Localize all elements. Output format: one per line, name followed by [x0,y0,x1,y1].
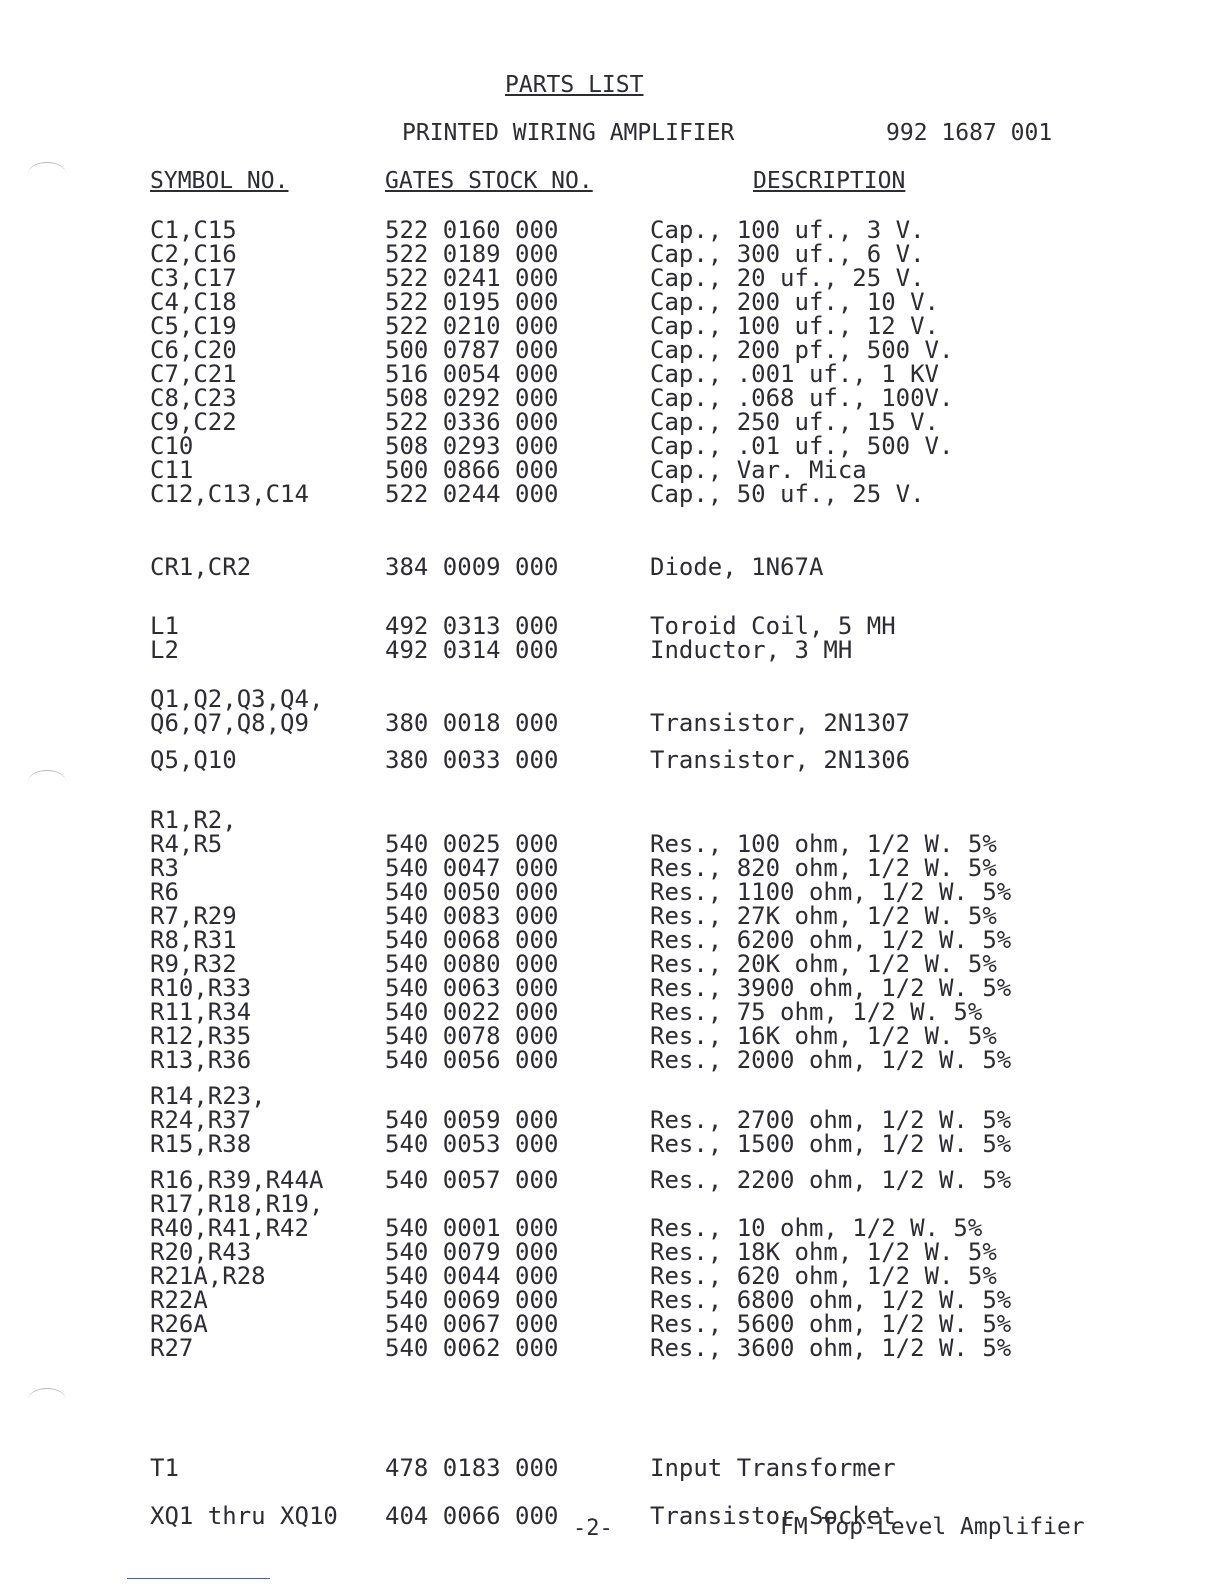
part-symbol: R12,R35 [150,1022,252,1050]
stock-number: 540 0059 000 [385,1106,559,1134]
column-header-description: DESCRIPTION [753,168,906,194]
stock-number: 540 0022 000 [385,998,559,1026]
part-description: Cap., 50 uf., 25 V. [650,480,925,508]
stock-number: 540 0068 000 [385,926,559,954]
part-description: Res., 6200 ohm, 1/2 W. 5% [650,926,1012,954]
stock-number: 508 0292 000 [385,384,559,412]
part-symbol: R4,R5 [150,830,223,858]
part-description: Res., 6800 ohm, 1/2 W. 5% [650,1286,1012,1314]
stock-number: 500 0787 000 [385,336,559,364]
part-description: Res., 1100 ohm, 1/2 W. 5% [650,878,1012,906]
part-symbol: C7,C21 [150,360,237,388]
part-symbol: Q5,Q10 [150,746,237,774]
part-symbol: R3 [150,854,179,882]
part-symbol: Q1,Q2,Q3,Q4, [150,685,324,713]
stock-number: 540 0083 000 [385,902,559,930]
stock-number: 540 0067 000 [385,1310,559,1338]
stock-number: 540 0069 000 [385,1286,559,1314]
stock-number: 492 0313 000 [385,612,559,640]
stock-number: 478 0183 000 [385,1454,559,1482]
part-description: Transistor, 2N1307 [650,709,911,737]
stock-number: 522 0160 000 [385,216,559,244]
part-symbol: C10 [150,432,194,460]
part-symbol: Q6,Q7,Q8,Q9 [150,709,309,737]
part-description: Res., 20K ohm, 1/2 W. 5% [650,950,997,978]
part-symbol: R27 [150,1334,194,1362]
stock-number: 540 0001 000 [385,1214,559,1242]
bottom-rule [127,1578,270,1579]
part-symbol: R14,R23, [150,1082,266,1110]
stock-number: 540 0079 000 [385,1238,559,1266]
part-symbol: R40,R41,R42 [150,1214,309,1242]
part-description: Input Transformer [650,1454,896,1482]
part-description: Res., 620 ohm, 1/2 W. 5% [650,1262,997,1290]
part-description: Cap., 250 uf., 15 V. [650,408,939,436]
part-symbol: R6 [150,878,179,906]
part-symbol: R7,R29 [150,902,237,930]
part-description: Cap., .068 uf., 100V. [650,384,954,412]
stock-number: 522 0195 000 [385,288,559,316]
part-symbol: C6,C20 [150,336,237,364]
stock-number: 380 0018 000 [385,709,559,737]
part-description: Res., 1500 ohm, 1/2 W. 5% [650,1130,1012,1158]
part-description: Transistor Socket [650,1502,896,1530]
stock-number: 508 0293 000 [385,432,559,460]
part-symbol: C1,C15 [150,216,237,244]
part-symbol: C4,C18 [150,288,237,316]
part-description: Res., 2000 ohm, 1/2 W. 5% [650,1046,1012,1074]
part-symbol: XQ1 thru XQ10 [150,1502,338,1530]
part-description: Inductor, 3 MH [650,636,853,664]
stock-number: 540 0078 000 [385,1022,559,1050]
stock-number: 540 0053 000 [385,1130,559,1158]
part-symbol: L2 [150,636,179,664]
document-number: 992 1687 001 [886,120,1053,146]
stock-number: 540 0056 000 [385,1046,559,1074]
punch-hole-mark [28,770,66,793]
part-description: Cap., Var. Mica [650,456,867,484]
part-symbol: R10,R33 [150,974,252,1002]
part-description: Res., 3600 ohm, 1/2 W. 5% [650,1334,1012,1362]
part-symbol: R13,R36 [150,1046,252,1074]
stock-number: 522 0189 000 [385,240,559,268]
column-header-symbol: SYMBOL NO. [150,168,289,194]
part-description: Res., 75 ohm, 1/2 W. 5% [650,998,983,1026]
stock-number: 540 0080 000 [385,950,559,978]
stock-number: 380 0033 000 [385,746,559,774]
part-description: Res., 10 ohm, 1/2 W. 5% [650,1214,983,1242]
part-description: Res., 820 ohm, 1/2 W. 5% [650,854,997,882]
part-symbol: T1 [150,1454,179,1482]
part-symbol: R20,R43 [150,1238,252,1266]
stock-number: 500 0866 000 [385,456,559,484]
stock-number: 522 0241 000 [385,264,559,292]
part-description: Transistor, 2N1306 [650,746,911,774]
part-symbol: C8,C23 [150,384,237,412]
stock-number: 522 0336 000 [385,408,559,436]
stock-number: 522 0244 000 [385,480,559,508]
part-description: Res., 3900 ohm, 1/2 W. 5% [650,974,1012,1002]
part-description: Res., 5600 ohm, 1/2 W. 5% [650,1310,1012,1338]
document-footer: FM Top-Level Amplifier [780,1514,1085,1540]
stock-number: 540 0047 000 [385,854,559,882]
part-description: Cap., .01 uf., 500 V. [650,432,954,460]
page-number: -2- [573,1516,613,1541]
part-symbol: R15,R38 [150,1130,252,1158]
part-description: Cap., 20 uf., 25 V. [650,264,925,292]
stock-number: 384 0009 000 [385,553,559,581]
stock-number: 540 0050 000 [385,878,559,906]
part-symbol: R21A,R28 [150,1262,266,1290]
stock-number: 516 0054 000 [385,360,559,388]
part-symbol: C11 [150,456,194,484]
part-description: Res., 100 ohm, 1/2 W. 5% [650,830,997,858]
part-description: Cap., 100 uf., 12 V. [650,312,939,340]
page-title: PARTS LIST [505,72,644,98]
part-description: Res., 2700 ohm, 1/2 W. 5% [650,1106,1012,1134]
stock-number: 540 0063 000 [385,974,559,1002]
part-symbol: R9,R32 [150,950,237,978]
part-symbol: R17,R18,R19, [150,1190,324,1218]
punch-hole-mark [28,1388,66,1411]
stock-number: 540 0057 000 [385,1166,559,1194]
part-description: Cap., 300 uf., 6 V. [650,240,925,268]
column-header-stock: GATES STOCK NO. [385,168,593,194]
part-symbol: C5,C19 [150,312,237,340]
part-symbol: CR1,CR2 [150,553,252,581]
part-description: Diode, 1N67A [650,553,824,581]
part-symbol: C12,C13,C14 [150,480,309,508]
stock-number: 522 0210 000 [385,312,559,340]
part-symbol: R11,R34 [150,998,252,1026]
part-symbol: R26A [150,1310,208,1338]
stock-number: 540 0044 000 [385,1262,559,1290]
part-symbol: C3,C17 [150,264,237,292]
part-description: Cap., 200 uf., 10 V. [650,288,939,316]
punch-hole-mark [28,162,66,185]
part-description: Cap., 100 uf., 3 V. [650,216,925,244]
part-symbol: R24,R37 [150,1106,252,1134]
part-description: Cap., .001 uf., 1 KV [650,360,939,388]
part-description: Res., 18K ohm, 1/2 W. 5% [650,1238,997,1266]
part-description: Res., 2200 ohm, 1/2 W. 5% [650,1166,1012,1194]
part-symbol: R8,R31 [150,926,237,954]
stock-number: 492 0314 000 [385,636,559,664]
part-symbol: L1 [150,612,179,640]
part-symbol: R16,R39,R44A [150,1166,324,1194]
part-description: Toroid Coil, 5 MH [650,612,896,640]
part-symbol: C9,C22 [150,408,237,436]
part-description: Cap., 200 pf., 500 V. [650,336,954,364]
part-symbol: R1,R2, [150,806,237,834]
part-symbol: R22A [150,1286,208,1314]
part-description: Res., 16K ohm, 1/2 W. 5% [650,1022,997,1050]
part-symbol: C2,C16 [150,240,237,268]
part-description: Res., 27K ohm, 1/2 W. 5% [650,902,997,930]
stock-number: 540 0062 000 [385,1334,559,1362]
page-subtitle: PRINTED WIRING AMPLIFIER [402,120,735,146]
stock-number: 540 0025 000 [385,830,559,858]
stock-number: 404 0066 000 [385,1502,559,1530]
